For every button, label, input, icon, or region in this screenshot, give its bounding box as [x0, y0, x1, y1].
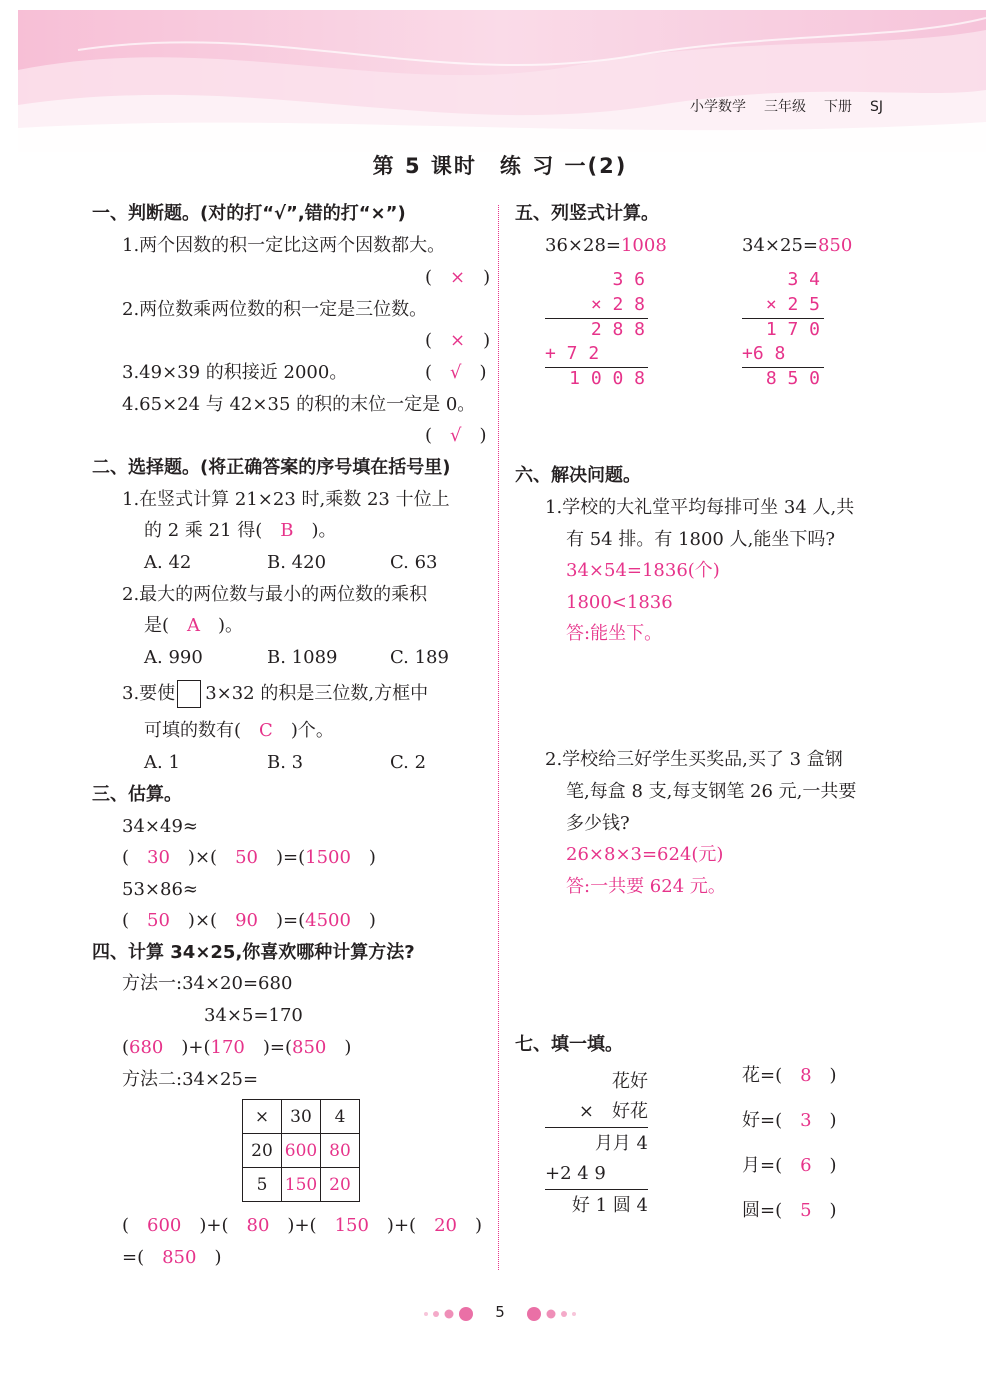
- grid-cell: ×: [243, 1100, 282, 1134]
- column-divider: [498, 205, 499, 1270]
- edition-label: SJ: [870, 99, 884, 115]
- s2-q1-line2: 的 2 乘 21 得( B )。: [144, 520, 337, 541]
- s6-p2-line2: 笔,每盒 8 支,每支钢笔 26 元,一共要: [566, 781, 857, 802]
- s3-e2: 53×86≈: [122, 879, 198, 900]
- section7-heading: 七、填一填。: [515, 1034, 623, 1055]
- grid-cell: 80: [321, 1134, 360, 1168]
- s5-eq1: 36×28=1008: [545, 235, 667, 256]
- s4-total-line: =( 850 ): [122, 1247, 222, 1268]
- s7-v-line1: 花好: [612, 1071, 648, 1092]
- s7-v-line5: 好 1 圆 4: [571, 1195, 648, 1216]
- grid-cell: 20: [321, 1168, 360, 1202]
- s4-m2-line1: 方法二:34×25=: [122, 1069, 259, 1090]
- header-banner: [18, 10, 986, 152]
- s5-eq2: 34×25=850: [742, 235, 853, 256]
- s2-q3-line2: 可填的数有( C )个。: [144, 720, 334, 741]
- s7-v-rule: [545, 1127, 648, 1128]
- s7-v-line2: × 好花: [578, 1101, 648, 1122]
- grid-cell: 20: [243, 1134, 282, 1168]
- s1-a2: ( × ): [425, 330, 491, 351]
- s6-p1-line2: 有 54 排。有 1800 人,能坐下吗?: [566, 529, 835, 550]
- v2-line1: 3 4: [787, 269, 820, 290]
- grade-label: 三年级: [764, 99, 806, 115]
- v2-line2: × 2 5: [765, 294, 820, 315]
- v1-line4: + 7 2: [545, 343, 600, 364]
- grid-cell: 150: [282, 1168, 321, 1202]
- subject-label: 小学数学: [690, 99, 746, 115]
- s2-q2-opt-c: C. 189: [390, 647, 449, 668]
- grid-cell: 600: [282, 1134, 321, 1168]
- s6-p2-ans1: 26×8×3=624(元): [566, 844, 724, 865]
- v2-line5: 8 5 0: [765, 368, 820, 389]
- section4-heading: 四、计算 34×25,你喜欢哪种计算方法?: [92, 942, 415, 963]
- s6-p2-line3: 多少钱?: [566, 813, 630, 834]
- v2-line4: +6 8: [742, 343, 786, 364]
- s1-q2: 2.两位数乘两位数的积一定是三位数。: [122, 299, 428, 320]
- s3-e2-answer: ( 50 )×( 90 )=(4500 ): [122, 910, 376, 931]
- s4-m1-line2: 34×5=170: [204, 1005, 303, 1026]
- s2-q2-line1: 2.最大的两位数与最小的两位数的乘积: [122, 584, 428, 605]
- v1-line2: × 2 8: [590, 294, 645, 315]
- s7-answer-yue: 月=( 6 ): [742, 1155, 837, 1176]
- s4-m1-line1: 方法一:34×20=680: [122, 973, 293, 994]
- page-number: 5: [495, 1303, 505, 1321]
- section2-heading: 二、选择题。(将正确答案的序号填在括号里): [92, 457, 451, 478]
- s6-p2-line1: 2.学校给三好学生买奖品,买了 3 盒钢: [545, 749, 843, 770]
- grid-cell: 30: [282, 1100, 321, 1134]
- s7-v-line3: 月月 4: [594, 1133, 648, 1154]
- s4-sum-line: ( 600 )+( 80 )+( 150 )+( 20 ): [122, 1215, 483, 1236]
- section3-heading: 三、估算。: [92, 784, 182, 805]
- s2-q1-opt-c: C. 63: [390, 552, 438, 573]
- s2-q3-opt-a: A. 1: [144, 752, 180, 773]
- s6-p1-ans3: 答:能坐下。: [566, 623, 663, 644]
- s6-p2-ans2: 答:一共要 624 元。: [566, 876, 726, 897]
- empty-box: [177, 680, 201, 708]
- s6-p1-line1: 1.学校的大礼堂平均每排可坐 34 人,共: [545, 497, 855, 518]
- s2-q2-opt-a: A. 990: [144, 647, 203, 668]
- section1-heading: 一、判断题。(对的打“√”,错的打“×”): [92, 203, 406, 224]
- s6-p1-ans1: 34×54=1836(个): [566, 560, 720, 581]
- v1-line3: 2 8 8: [590, 319, 645, 340]
- multiplication-grid: [242, 1099, 360, 1202]
- section6-heading: 六、解决问题。: [515, 465, 641, 486]
- s2-q3-opt-b: B. 3: [267, 752, 304, 773]
- s1-q4: 4.65×24 与 42×35 的积的末位一定是 0。: [122, 394, 476, 415]
- header-info: [690, 96, 901, 116]
- grid-cell: 4: [321, 1100, 360, 1134]
- s2-q3-opt-c: C. 2: [390, 752, 427, 773]
- s7-v-rule: [545, 1189, 648, 1190]
- s3-e1-answer: ( 30 )×( 50 )=(1500 ): [122, 847, 376, 868]
- s7-answer-yuan: 圆=( 5 ): [742, 1200, 837, 1221]
- s2-q1-line1: 1.在竖式计算 21×23 时,乘数 23 十位上: [122, 489, 450, 510]
- grid-cell: 5: [243, 1168, 282, 1202]
- s6-p1-ans2: 1800<1836: [566, 592, 673, 613]
- s1-a3: ( √ ): [425, 362, 487, 383]
- section5-heading: 五、列竖式计算。: [515, 203, 659, 224]
- s2-q2-line2: 是( A )。: [144, 615, 244, 636]
- s4-m1-answer: (680 )+(170 )=(850 ): [122, 1037, 352, 1058]
- volume-label: 下册: [824, 99, 852, 115]
- s2-q2-opt-b: B. 1089: [267, 647, 338, 668]
- s2-q3-line1: 3.要使 3×32 的积是三位数,方框中: [122, 680, 428, 708]
- v1-line1: 3 6: [612, 269, 645, 290]
- page-title: 第 5 课时 练 习 一(2): [372, 154, 628, 178]
- s1-a4: ( √ ): [425, 425, 487, 446]
- v1-line5: 1 0 0 8: [569, 368, 645, 389]
- s1-q1: 1.两个因数的积一定比这两个因数都大。: [122, 235, 446, 256]
- s1-q3: 3.49×39 的积接近 2000。: [122, 362, 348, 383]
- s7-answer-hua: 花=( 8 ): [742, 1065, 837, 1086]
- s3-e1: 34×49≈: [122, 816, 198, 837]
- s7-v-line4: +2 4 9: [545, 1163, 606, 1184]
- s2-q1-opt-a: A. 42: [144, 552, 192, 573]
- v2-line3: 1 7 0: [765, 319, 820, 340]
- s1-a1: ( × ): [425, 267, 491, 288]
- s7-answer-hao: 好=( 3 ): [742, 1110, 837, 1131]
- s2-q1-opt-b: B. 420: [267, 552, 327, 573]
